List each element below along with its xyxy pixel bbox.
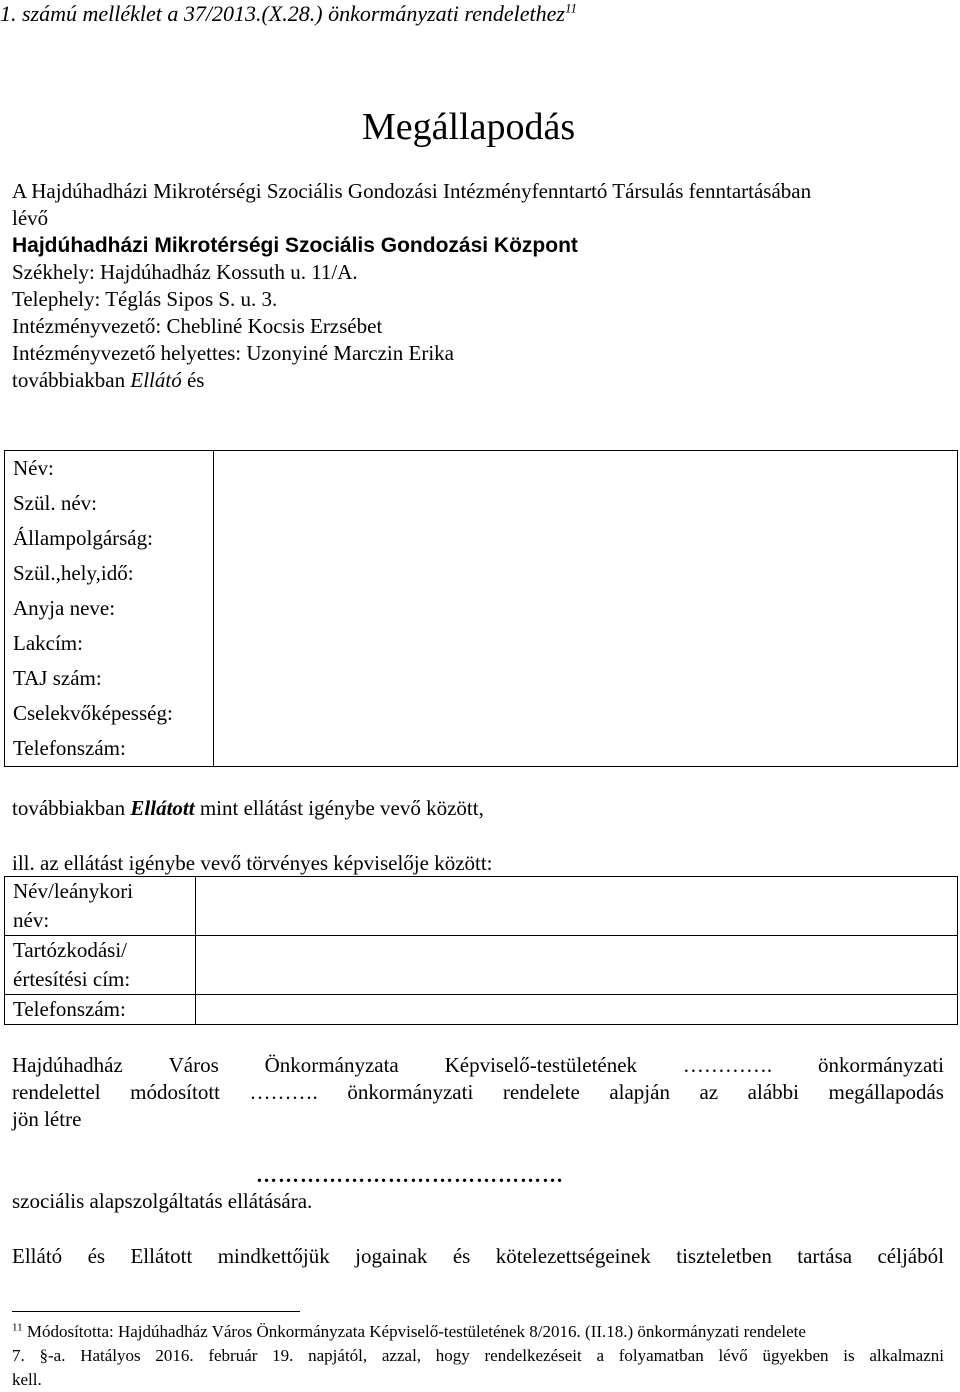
representative-field-value[interactable] (196, 995, 958, 1025)
representative-table (4, 876, 958, 1025)
footnote-word: is (843, 1346, 855, 1365)
footnote-line-3: kell. (12, 1370, 42, 1389)
representative-field-value[interactable] (196, 877, 958, 936)
legal-basis-word: Önkormányzata (264, 1053, 399, 1077)
role-prefix: továbbiakban (12, 368, 131, 392)
legal-basis-line-2 (12, 1079, 944, 1106)
recipient-field-label: Név: (13, 456, 54, 480)
representative-field-label (5, 995, 196, 1025)
document-title: Megállapodás (362, 106, 576, 148)
legal-basis-word: módosított (130, 1080, 221, 1104)
recipient-field-value[interactable] (214, 591, 957, 626)
footnote-reference: 11 (564, 0, 578, 16)
footnote-word: §-a. (39, 1346, 66, 1365)
recipient-table (4, 450, 958, 767)
recipient-field-value[interactable] (214, 521, 957, 556)
provider-role-line (12, 367, 952, 394)
provider-deputy: Intézményvezető helyettes: Uzonyiné Marczin Erika (12, 341, 454, 365)
representative-field-value[interactable] (196, 936, 958, 995)
recipient-field-label: Állampolgárság: (13, 526, 153, 550)
legal-basis-word: …………. (682, 1053, 773, 1077)
recipient-field-label: Szül.,hely,idő: (13, 561, 134, 585)
annex-header-text: 1. számú melléklet a 37/2013.(X.28.) önkormányzati rendelethez (0, 1, 565, 26)
recipient-field-value[interactable] (214, 626, 957, 661)
footnote-line-2 (12, 1344, 944, 1368)
footnote-word: február (208, 1346, 258, 1365)
role-suffix: és (181, 368, 205, 392)
footnote-word: hogy (435, 1346, 470, 1365)
purpose-word: jogainak (355, 1244, 428, 1268)
recipient-field-value[interactable] (214, 731, 957, 766)
recipient-field-label: Cselekvőképesség: (13, 701, 173, 725)
footnote-word: 19. (272, 1346, 294, 1365)
legal-basis-paragraph (12, 1052, 944, 1133)
legal-basis-word: önkormányzati (347, 1080, 474, 1104)
footnote-word: folyamatban (618, 1346, 704, 1365)
recipient-field-label: TAJ szám: (13, 666, 102, 690)
footnote-word: rendelkezéseit (484, 1346, 582, 1365)
recipient-field-value[interactable] (214, 556, 957, 591)
recipient-role-prefix: továbbiakban (12, 796, 131, 820)
legal-basis-line-3: jön létre (12, 1107, 82, 1131)
footnote-word: azzal, (381, 1346, 422, 1365)
recipient-field-label: Szül. név: (13, 491, 97, 515)
legal-basis-word: rendelete (502, 1080, 580, 1104)
provider-line-2: lévő (12, 206, 49, 230)
footnote-word: lévő (718, 1346, 748, 1365)
purpose-word: céljából (877, 1244, 944, 1268)
recipient-field-value[interactable] (214, 451, 957, 486)
annex-header (0, 0, 577, 27)
representative-field-label (5, 877, 196, 936)
footnote-word: Hatályos (80, 1346, 141, 1365)
footnote (12, 1320, 944, 1392)
representative-row (5, 995, 958, 1025)
legal-basis-word: Város (168, 1053, 219, 1077)
representative-label-line-1: Név/leánykori (13, 879, 134, 903)
provider-line-1: A Hajdúhadházi Mikrotérségi Szociális Gondozási Intézményfenntartó Társulás fenntartásában (12, 179, 812, 203)
footnote-line-1-text: Módosította: Hajdúhadház Város Önkormányzata Képviselő-testületének 8/2016. (II.18.) önkormányzati rendelete (26, 1322, 806, 1341)
recipient-field-label: Lakcím: (13, 631, 83, 655)
recipient-field-label: Anyja neve: (13, 596, 116, 620)
recipient-field-label: Telefonszám: (13, 736, 126, 760)
purpose-word: mindkettőjük (217, 1244, 330, 1268)
service-text: szociális alapszolgáltatás ellátására. (12, 1189, 313, 1213)
representative-label-line-1: Telefonszám: (13, 997, 126, 1021)
footnote-number: 11 (12, 1321, 23, 1334)
legal-basis-word: Hajdúhadház (12, 1053, 123, 1077)
purpose-word: tiszteletben (676, 1244, 772, 1268)
provider-head: Intézményvezető: Chebliné Kocsis Erzsébet (12, 314, 383, 338)
legal-basis-word: ………. (249, 1080, 318, 1104)
footnote-word: 7. (12, 1346, 25, 1365)
provider-seat: Székhely: Hajdúhadház Kossuth u. 11/A. (12, 260, 358, 284)
representative-label-line-2: név: (13, 908, 50, 932)
legal-basis-word: rendelettel (12, 1080, 101, 1104)
purpose-word: és (87, 1244, 106, 1268)
provider-name: Hajdúhadházi Mikrotérségi Szociális Gondozási Központ (12, 234, 578, 257)
purpose-word: tartása (797, 1244, 853, 1268)
legal-basis-line-1 (12, 1052, 944, 1079)
representative-field-label (5, 936, 196, 995)
recipient-role-suffix: mint ellátást igénybe vevő között, (194, 796, 484, 820)
purpose-word: és (452, 1244, 471, 1268)
legal-basis-word: alábbi (747, 1080, 799, 1104)
representative-row (5, 936, 958, 995)
representative-row (5, 877, 958, 936)
legal-basis-word: alapján (609, 1080, 670, 1104)
footnote-word: 2016. (155, 1346, 194, 1365)
representative-intro: ill. az ellátást igénybe vevő törvényes képviselője között: (12, 851, 493, 875)
purpose-word: kötelezettségeinek (495, 1244, 651, 1268)
recipient-field-value[interactable] (214, 486, 957, 521)
footnote-separator (12, 1311, 300, 1312)
legal-basis-word: megállapodás (828, 1080, 944, 1104)
recipient-labels (5, 451, 214, 767)
legal-basis-word: önkormányzati (817, 1053, 944, 1077)
role-provider: Ellátó (130, 368, 182, 392)
footnote-word: alkalmazni (869, 1346, 944, 1365)
role-recipient: Ellátott (130, 796, 195, 820)
provider-block (12, 178, 952, 394)
legal-basis-word: az (699, 1080, 719, 1104)
representative-label-line-2: értesítési cím: (13, 967, 131, 991)
footnote-line-1 (12, 1320, 944, 1344)
footnote-word: a (596, 1346, 605, 1365)
purpose-word: Ellátó (12, 1244, 63, 1268)
provider-site: Telephely: Téglás Sipos S. u. 3. (12, 287, 278, 311)
service-name-blank[interactable]: …………………………………… (256, 1163, 564, 1187)
recipient-field-value[interactable] (214, 661, 957, 696)
representative-label-line-1: Tartózkodási/ (13, 938, 127, 962)
legal-basis-word: Képviselő-testületének (444, 1053, 638, 1077)
purpose-line (12, 1243, 944, 1270)
purpose-word: Ellátott (130, 1244, 193, 1268)
footnote-word: ügyekben (762, 1346, 829, 1365)
recipient-values-field[interactable] (214, 451, 958, 767)
recipient-field-value[interactable] (214, 696, 957, 731)
footnote-word: napjától, (308, 1346, 368, 1365)
recipient-role-line (12, 795, 484, 822)
